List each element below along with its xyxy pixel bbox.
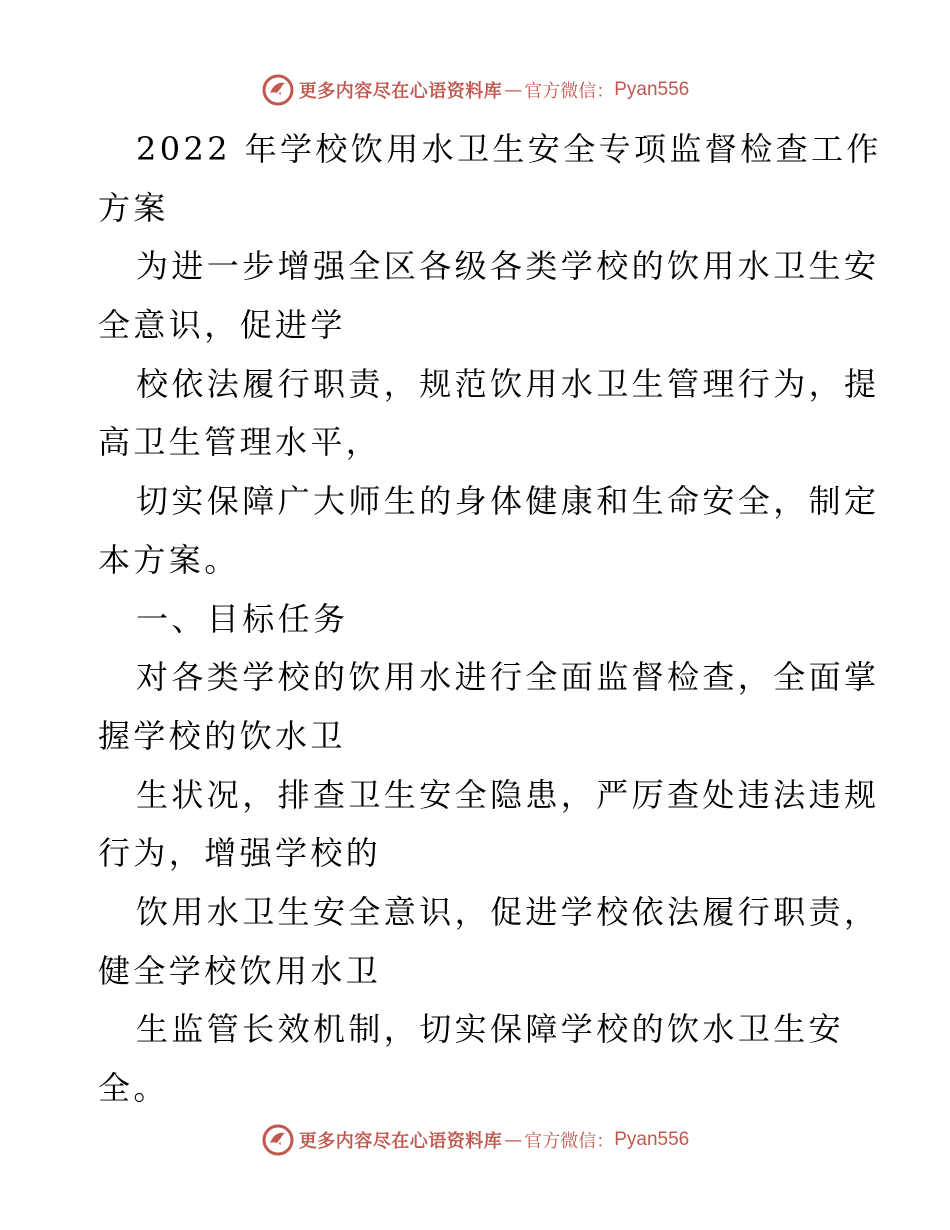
- paragraph-line: 对各类学校的饮用水进行全面监督检查，全面掌: [136, 658, 880, 697]
- paragraph-line: 为进一步增强全区各级各类学校的饮用水卫生安: [136, 247, 880, 286]
- header-separator: —: [504, 79, 523, 101]
- paragraph-line: 高卫生管理水平，: [98, 423, 382, 462]
- paragraph-line: 生状况，排查卫生安全隐患，严厉查处违法违规: [136, 775, 880, 814]
- paragraph-line: 健全学校饮用水卫: [98, 951, 382, 990]
- document-title-line-2: 方案: [98, 188, 169, 227]
- paragraph-line: 全意识，促进学: [98, 306, 346, 345]
- header-wechat-label: 官方微信：: [524, 81, 615, 102]
- footer-wechat-id: Pyan556: [614, 1129, 690, 1150]
- document-body: [98, 120, 882, 1118]
- paragraph-line: 握学校的饮水卫: [98, 716, 346, 755]
- paragraph-line: 全。: [98, 1069, 169, 1107]
- header-brand-text: 更多内容尽在心语资料库: [298, 81, 503, 102]
- footer-brand-text: 更多内容尽在心语资料库: [298, 1131, 503, 1152]
- paragraph-line: 校依法履行职责，规范饮用水卫生管理行为，提: [136, 364, 880, 403]
- footer-separator: —: [504, 1129, 523, 1151]
- footer-wechat-label: 官方微信：: [524, 1131, 615, 1152]
- section-heading: 一、目标任务: [136, 599, 349, 638]
- document-title-line-1: 2022 年学校饮用水卫生安全专项监督检查工作: [136, 130, 882, 168]
- red-swirl-logo-icon: [261, 73, 295, 107]
- red-swirl-logo-icon: [261, 1123, 295, 1157]
- footer-watermark-banner: [0, 1120, 950, 1160]
- header-watermark-banner: [0, 70, 950, 110]
- paragraph-line: 切实保障广大师生的身体健康和生命安全，制定: [136, 482, 880, 521]
- header-wechat-id: Pyan556: [614, 79, 690, 100]
- paragraph-line: 本方案。: [98, 540, 240, 579]
- paragraph-line: 行为，增强学校的: [98, 834, 382, 873]
- paragraph-line: 生监管长效机制，切实保障学校的饮水卫生安: [136, 1010, 845, 1049]
- paragraph-line: 饮用水卫生安全意识，促进学校依法履行职责，: [136, 892, 880, 931]
